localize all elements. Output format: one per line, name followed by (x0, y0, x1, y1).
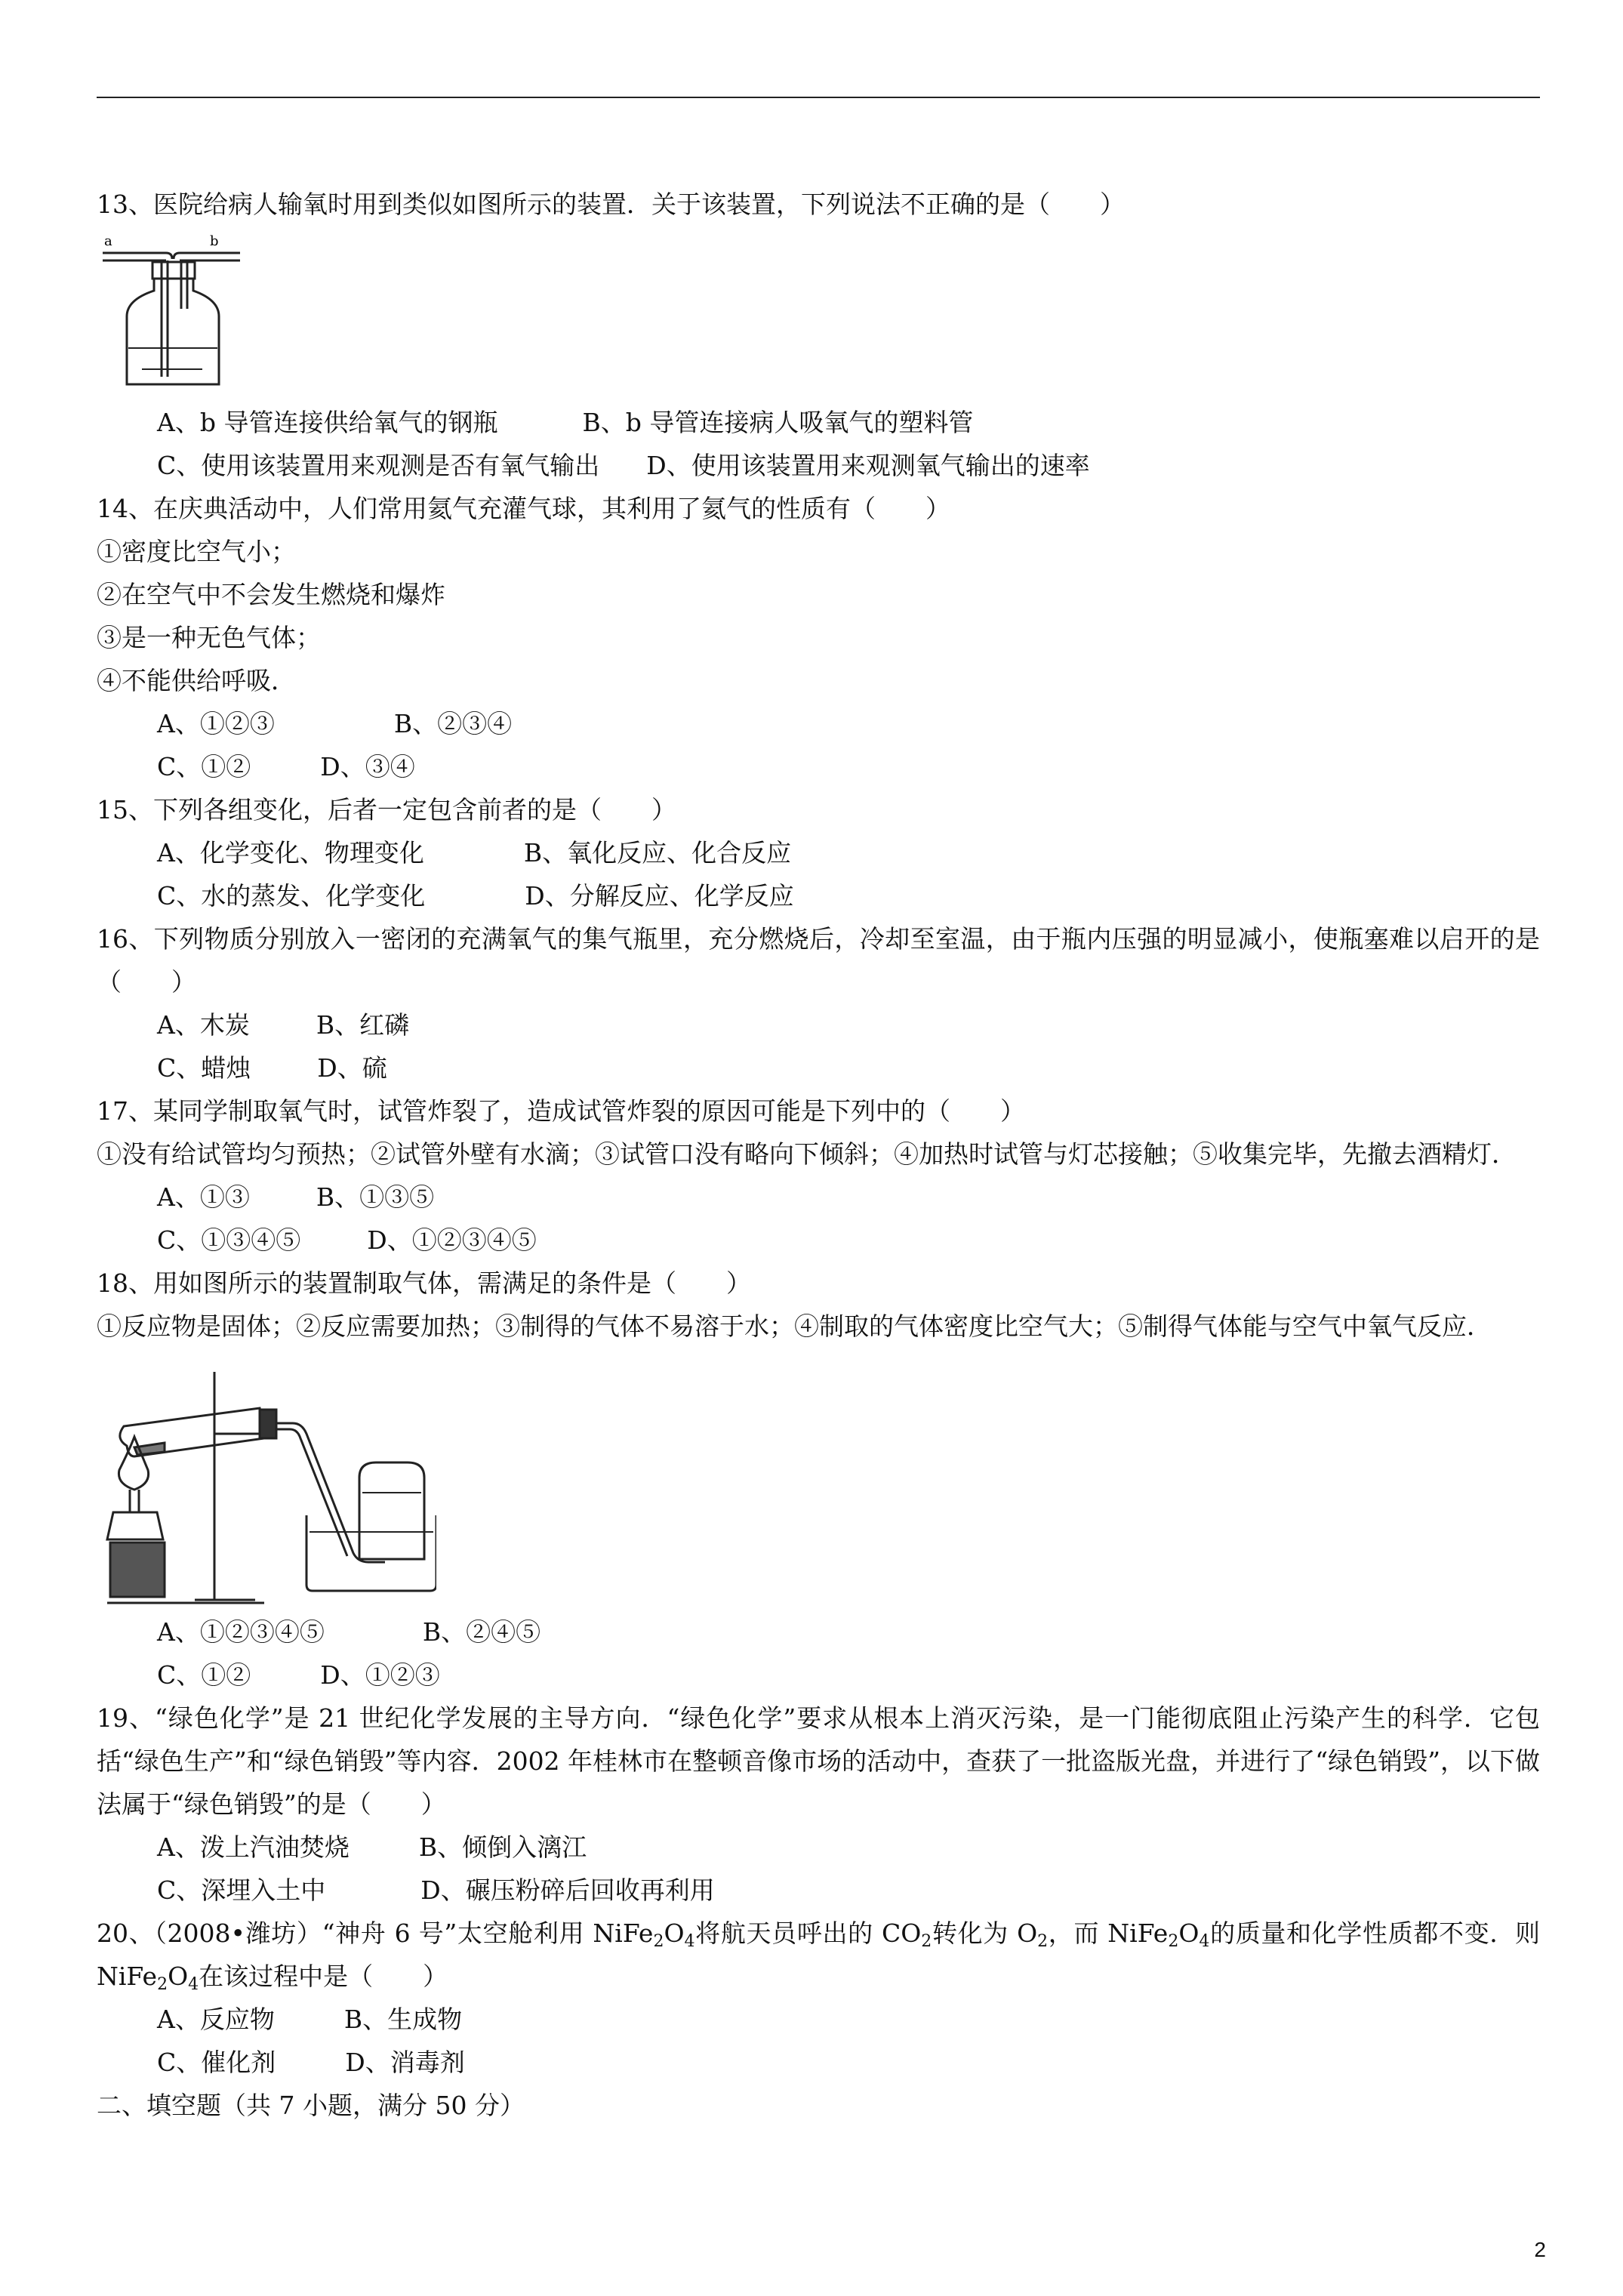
q17-option-b[interactable]: B、①③⑤ (316, 1182, 435, 1212)
q17-option-d[interactable]: D、①②③④⑤ (367, 1225, 537, 1255)
q16-stem: 16、下列物质分别放入一密闭的充满氧气的集气瓶里，充分燃烧后，冷却至室温，由于瓶内压强的明显减小，使瓶塞难以启开的是（ ） (97, 924, 1540, 997)
q14-option-d[interactable]: D、③④ (320, 752, 415, 781)
q14-item-2: ②在空气中不会发生燃烧和爆炸 (97, 580, 445, 609)
q18-option-c[interactable]: C、①② (157, 1660, 251, 1690)
q16-option-b[interactable]: B、红磷 (316, 1010, 410, 1040)
tube-label-b: b (210, 233, 219, 249)
q15-option-a[interactable]: A、化学变化、物理变化 (157, 838, 424, 868)
q17-stem: 17、某同学制取氧气时，试管炸裂了，造成试管炸裂的原因可能是下列中的（ ） (97, 1096, 1025, 1126)
q15-option-b[interactable]: B、氧化反应、化合反应 (523, 838, 792, 868)
q17-option-c[interactable]: C、①③④⑤ (157, 1225, 301, 1255)
q13-option-b[interactable]: B、b 导管连接病人吸氧气的塑料管 (582, 408, 974, 437)
q20-option-b[interactable]: B、生成物 (343, 2005, 463, 2034)
q13-options-ab (97, 401, 1540, 444)
q16-options-ab (97, 1003, 1540, 1046)
q20-option-d[interactable]: D、消毒剂 (345, 2048, 465, 2077)
q16-options-cd (97, 1046, 1540, 1089)
q20-options-cd (97, 2041, 1540, 2084)
q19-options-ab (97, 1826, 1540, 1869)
q17-option-a[interactable]: A、①③ (157, 1182, 250, 1212)
header-rule (97, 97, 1540, 98)
exam-page (97, 183, 1540, 2127)
q19-option-d[interactable]: D、碾压粉碎后回收再利用 (420, 1875, 715, 1905)
q20-option-c[interactable]: C、催化剂 (157, 2048, 276, 2077)
q14-item-1: ①密度比空气小； (97, 537, 296, 566)
q14-item-4: ④不能供给呼吸． (97, 666, 296, 695)
q19-option-c[interactable]: C、深埋入土中 (157, 1875, 326, 1905)
q17-conditions: ①没有给试管均匀预热；②试管外壁有水滴；③试管口没有略向下倾斜；④加热时试管与灯芯接触；⑤收集完毕，先撤去酒精灯． (97, 1139, 1517, 1169)
q14-option-a[interactable]: A、①②③ (157, 709, 275, 738)
q13-stem: 13、医院给病人输氧时用到类似如图所示的装置．关于该装置，下列说法不正确的是（ ） (97, 190, 1125, 219)
q14-option-b[interactable]: B、②③④ (393, 709, 513, 738)
q16-option-d[interactable]: D、硫 (317, 1053, 387, 1083)
q18-option-d[interactable]: D、①②③ (320, 1660, 440, 1690)
q18-option-a[interactable]: A、①②③④⑤ (157, 1617, 325, 1647)
q13-option-d[interactable]: D、使用该装置用来观测氧气输出的速率 (646, 451, 1090, 480)
q14-stem: 14、在庆典活动中，人们常用氦气充灌气球，其利用了氦气的性质有（ ） (97, 494, 950, 523)
q18-option-b[interactable]: B、②④⑤ (422, 1617, 541, 1647)
q15-option-c[interactable]: C、水的蒸发、化学变化 (157, 881, 426, 911)
q13-options-cd (97, 444, 1540, 487)
tube-label-a: a (104, 233, 112, 249)
q16-option-a[interactable]: A、木炭 (157, 1010, 250, 1040)
q19-option-b[interactable]: B、倾倒入漓江 (418, 1832, 587, 1862)
q19-option-a[interactable]: A、泼上汽油焚烧 (157, 1832, 350, 1862)
q17-options-cd (97, 1219, 1540, 1262)
q18-options-cd (97, 1653, 1540, 1697)
q20-stem: 20、（2008•潍坊）“神舟 6 号”太空舱利用 $NiFe_2O_4$将航天员呼出的 $CO_2$转化为 $O_2$，而 $NiFe_2O_4$的质量和化学性质都不变．则 $NiFe_2O_4$在该过程中是（ ） (97, 1918, 1541, 1994)
q15-options-cd (97, 874, 1540, 917)
q15-options-ab (97, 831, 1540, 874)
q20-option-a[interactable]: A、反应物 (157, 2005, 275, 2034)
gas-washing-bottle-figure (97, 227, 248, 393)
q18-options-ab (97, 1610, 1540, 1653)
q15-option-d[interactable]: D、分解反应、化学反应 (525, 881, 794, 911)
q17-options-ab (97, 1176, 1540, 1219)
q20-options-ab (97, 1998, 1540, 2041)
q14-item-3: ③是一种无色气体； (97, 623, 321, 652)
q15-stem: 15、下列各组变化，后者一定包含前者的是（ ） (97, 795, 676, 824)
q13-option-a[interactable]: A、b 导管连接供给氧气的钢瓶 (157, 408, 498, 437)
gas-preparation-apparatus-figure (104, 1364, 436, 1606)
q14-options-cd (97, 745, 1540, 788)
q14-option-c[interactable]: C、①② (157, 752, 251, 781)
q13-option-c[interactable]: C、使用该装置用来观测是否有氧气输出 (157, 451, 600, 480)
page-number: 2 (1534, 2238, 1546, 2261)
q19-stem: 19、“绿色化学”是 21 世纪化学发展的主导方向．“绿色化学”要求从根本上消灭污染，是一门能彻底阻止污染产生的科学．它包括“绿色生产”和“绿色销毁”等内容．2002 年桂林市在整顿音像市场的活动中，查获了一批盗版光盘，并进行了“绿色销毁”，以下做法属于“绿色销毁”的是（ ） (97, 1703, 1540, 1819)
q16-option-c[interactable]: C、蜡烛 (157, 1053, 251, 1083)
q18-conditions: ①反应物是固体；②反应需要加热；③制得的气体不易溶于水；④制取的气体密度比空气大；⑤制得气体能与空气中氧气反应． (97, 1311, 1492, 1341)
q14-options-ab (97, 702, 1540, 745)
q19-options-cd (97, 1869, 1540, 1912)
section-2-heading: 二、填空题（共 7 小题，满分 50 分） (97, 2091, 525, 2120)
q18-stem: 18、用如图所示的装置制取气体，需满足的条件是（ ） (97, 1268, 751, 1298)
